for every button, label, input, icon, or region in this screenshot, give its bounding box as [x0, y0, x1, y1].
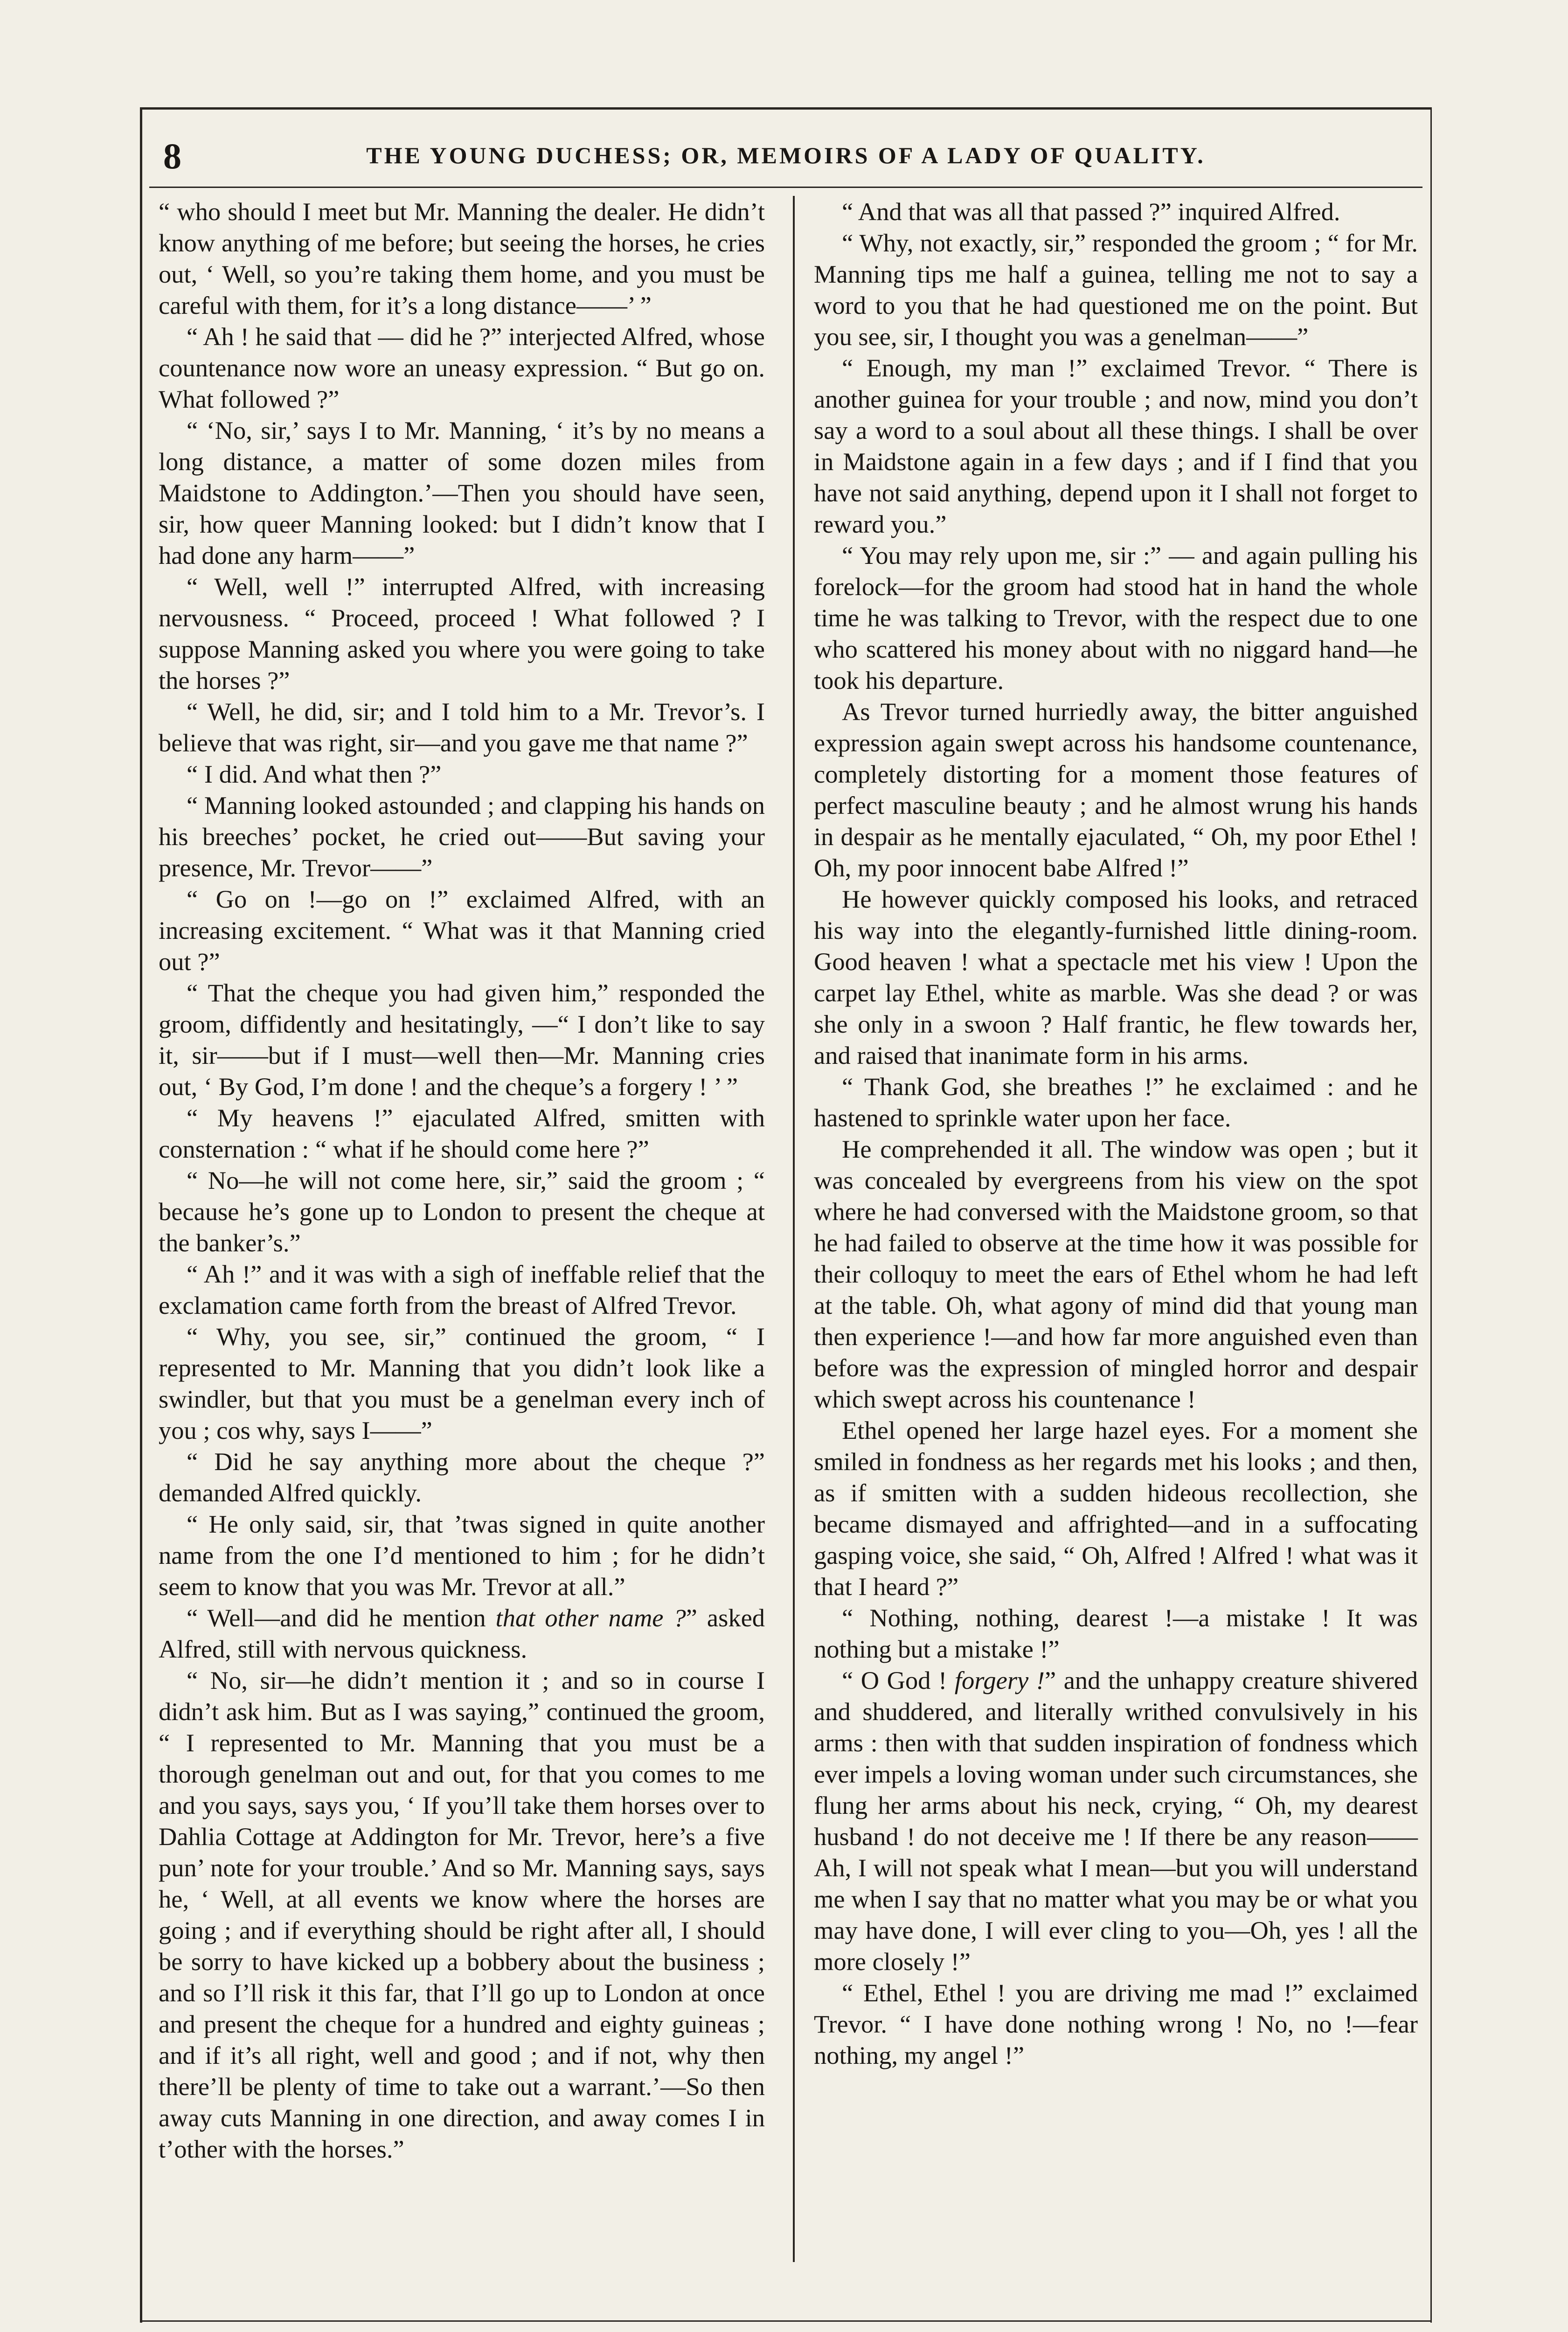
paragraph: “ Enough, my man !” exclaimed Trevor. “ There is another guinea for your trouble ; and now, mind you don’t say a word to a soul about all these things. I shall be over in Maidstone again in a few days ; and if I find that you have not said anything, depend upon it I shall not forget to reward you.”	[814, 354, 1418, 538]
paragraph: Ethel opened her large hazel eyes. For a moment she smiled in fondness as her regards met his looks ; and then, as if smitten with a sudden hideous recollection, she became dismayed and affrighted—and in a suffocating gasping voice, she said, “ Oh, Alfred ! Alfred ! what was it that I heard ?”	[814, 1416, 1418, 1601]
footer-rule	[140, 2320, 1432, 2322]
paragraph	[814, 1665, 1418, 1977]
page-header	[149, 135, 1422, 177]
text-run: “ Well—and did he mention	[187, 1603, 496, 1632]
paragraph: “ Why, you see, sir,” continued the groom, “ I represented to Mr. Manning that you didn’t look like a swindler, but that you must be a genelman every inch of you ; cos why, says I——”	[159, 1322, 765, 1444]
text-run: ” asked Alfred, still with nervous quickness.	[159, 1603, 765, 1663]
paragraph: “ I did. And what then ?”	[187, 760, 442, 788]
page-number: 8	[163, 136, 181, 176]
paragraph: “ Why, not exactly, sir,” responded the groom ; “ for Mr. Manning tips me half a guinea, telling me not to say a word to you that he had questioned me on the point. But you see, sir, I thought you was a genelman——”	[814, 229, 1418, 351]
paragraph: “ Go on !—go on !” exclaimed Alfred, with an increasing excitement. “ What was it that Manning cried out ?”	[159, 885, 765, 976]
paragraph: “ He only said, sir, that ’twas signed in quite another name from the one I’d mentioned to him ; for he didn’t seem to know that you was Mr. Trevor at all.”	[159, 1510, 765, 1601]
paragraph: “ Well, he did, sir; and I told him to a Mr. Trevor’s. I believe that was right, sir—and you gave me that name ?”	[159, 697, 765, 757]
paragraph: “ No, sir—he didn’t mention it ; and so in course I didn’t ask him. But as I was saying,” continued the groom, “ I represented to Mr. Manning that you must be a thorough genelman out and out, for that you comes to me and you says, says you, ‘ If you’ll take them horses over to Dahlia Cottage at Addington for Mr. Trevor, here’s a five pun’ note for your trouble.’ And so Mr. Manning says, says he, ‘ Well, at all events we know where the horses are going ; and if everything should be right after all, I should be sorry to have kicked up a bobbery about the business ; and so I’ll risk it this far, that I’ll go up to London at once and present the cheque for a hundred and eighty guineas ; and if it’s all right, well and good ; and if not, why then there’ll be plenty of time to take out a warrant.’—So then away cuts Manning in one direction, and away comes I in t’other with the horses.”	[159, 1666, 765, 2163]
paragraph: “ ‘No, sir,’ says I to Mr. Manning, ‘ it’s by no means a long distance, a matter of some dozen miles from Maidstone to Addington.’—Then you should have seen, sir, how queer Manning looked: but I didn’t know that I had done any harm——”	[159, 416, 765, 569]
running-head: THE YOUNG DUCHESS; OR, MEMOIRS OF A LADY OF QUALITY.	[366, 142, 1206, 168]
paragraph: “ You may rely upon me, sir :” — and again pulling his forelock—for the groom had stood hat in hand the whole time he was talking to Trevor, with the respect due to one who scattered his money about with no niggard hand—he took his departure.	[814, 541, 1418, 694]
paragraph: “ Ah ! he said that — did he ?” interjected Alfred, whose countenance now wore an uneasy expression. “ But go on. What followed ?”	[159, 322, 765, 413]
paragraph	[159, 1602, 765, 1665]
right-column	[814, 196, 1418, 2071]
column-divider	[793, 196, 795, 2262]
paragraph: “ Well, well !” interrupted Alfred, with increasing nervousness. “ Proceed, proceed ! What followed ? I suppose Manning asked you where you were going to take the horses ?”	[159, 572, 765, 694]
italic-phrase: forgery !	[954, 1666, 1045, 1694]
paragraph: “ My heavens !” ejaculated Alfred, smitten with consternation : “ what if he should come here ?”	[159, 1104, 765, 1163]
paragraph: “ Thank God, she breathes !” he exclaimed : and he hastened to sprinkle water upon her face.	[814, 1072, 1418, 1132]
paragraph: “ And that was all that passed ?” inquired Alfred.	[842, 197, 1340, 226]
paragraph: “ Did he say anything more about the cheque ?” demanded Alfred quickly.	[159, 1447, 765, 1507]
header-rule	[149, 187, 1422, 188]
left-column	[159, 196, 765, 2165]
paragraph: “ Ah !” and it was with a sigh of ineffable relief that the exclamation came forth from the breast of Alfred Trevor.	[159, 1260, 765, 1319]
paragraph: He however quickly composed his looks, and retraced his way into the elegantly-furnished little dining-room. Good heaven ! what a spectacle met his view ! Upon the carpet lay Ethel, white as marble. Was she dead ? or was she only in a swoon ? Half frantic, he flew towards her, and raised that inanimate form in his arms.	[814, 885, 1418, 1069]
paragraph: “ Ethel, Ethel ! you are driving me mad !” exclaimed Trevor. “ I have done nothing wrong ! No, no !—fear nothing, my angel !”	[814, 1978, 1418, 2069]
italic-phrase: that other name ?	[495, 1603, 686, 1632]
paragraph: “ Nothing, nothing, dearest !—a mistake ! It was nothing but a mistake !”	[814, 1603, 1418, 1663]
paragraph: “ Manning looked astounded ; and clapping his hands on his breeches’ pocket, he cried out——But saving your presence, Mr. Trevor——”	[159, 791, 765, 882]
paragraph: “ No—he will not come here, sir,” said the groom ; “ because he’s gone up to London to present the cheque at the banker’s.”	[159, 1166, 765, 1257]
paragraph: He comprehended it all. The window was open ; but it was concealed by evergreens from his view on the spot where he had conversed with the Maidstone groom, so that he had failed to observe at the time how it was possible for their colloquy to meet the ears of Ethel whom he had left at the table. Oh, what agony of mind did that young man then experience !—and how far more anguished even than before was the expression of mingled horror and despair which swept across his countenance !	[814, 1135, 1418, 1413]
paragraph: As Trevor turned hurriedly away, the bitter anguished expression again swept across his handsome countenance, completely distorting for a moment those features of perfect masculine beauty ; and he almost wrung his hands in despair as he mentally ejaculated, “ Oh, my poor Ethel ! Oh, my poor innocent babe Alfred !”	[814, 697, 1418, 882]
text-run: “ O God !	[842, 1666, 955, 1694]
paragraph: “ That the cheque you had given him,” responded the groom, diffidently and hesitatingly, —“ I don’t like to say it, sir——but if I must—well then—Mr. Manning cries out, ‘ By God, I’m done ! and the cheque’s a forgery ! ’ ”	[159, 979, 765, 1101]
paragraph: “ who should I meet but Mr. Manning the dealer. He didn’t know anything of me before; but seeing the horses, he cries out, ‘ Well, so you’re taking them home, and you must be careful with them, for it’s a long distance——’ ”	[159, 197, 765, 319]
text-run: ” and the unhappy creature shivered and shuddered, and literally writhed convulsively in his arms : then with that sudden inspiration of fondness which ever impels a loving woman under such circumstances, she flung her arms about his neck, crying, “ Oh, my dearest husband ! do not deceive me ! If there be any reason——Ah, I will not speak what I mean—but you will understand me when I say that no matter what you may be or what you may have done, I will ever cling to you—Oh, yes ! all the more closely !”	[814, 1666, 1418, 1976]
